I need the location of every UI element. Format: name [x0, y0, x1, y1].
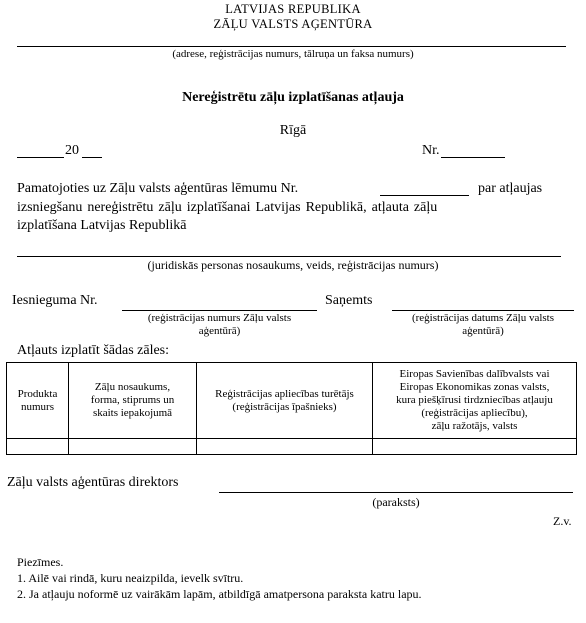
entity-caption: (juridiskās personas nosaukums, veids, reģistrācijas numurs): [147, 258, 439, 272]
header-product-number: Produkta numurs: [7, 363, 69, 439]
table-cell[interactable]: [7, 439, 69, 455]
table-cell[interactable]: [197, 439, 373, 455]
address-line: [17, 46, 566, 47]
application-number-line: [122, 310, 317, 311]
application-label: Iesnieguma Nr.: [12, 293, 98, 308]
body-line1-end: par atļaujas: [478, 181, 543, 196]
header-line2: ZĀĻU VALSTS AĢENTŪRA: [213, 17, 373, 31]
received-caption-1: (reģistrācijas datums Zāļu valsts: [411, 312, 555, 324]
director-label: Zāļu valsts aģentūras direktors: [7, 475, 179, 490]
medicines-table: [6, 362, 577, 455]
table-header-row: [7, 363, 577, 439]
body-line1: Pamatojoties uz Zāļu valsts aģentūras lēmumu Nr.: [17, 181, 299, 196]
decision-number-blank: [380, 195, 469, 196]
application-caption-1: (reģistrācijas numurs Zāļu valsts: [147, 312, 292, 324]
number-label: Nr.: [422, 143, 440, 158]
table-row: [7, 439, 577, 455]
note-item: 2. Ja atļauju noformē uz vairākām lapām, atbildīgā amatpersona paraksta katru lapu.: [17, 587, 422, 601]
header-line1: LATVIJAS REPUBLIKA: [225, 2, 361, 16]
received-label: Saņemts: [325, 293, 373, 308]
header-medicine-name: Zāļu nosaukums, forma, stiprums un skaits iepakojumā: [69, 363, 197, 439]
table-cell[interactable]: [373, 439, 577, 455]
header-registration-holder: Reģistrācijas apliecības turētājs (reģistrācijas īpašnieks): [197, 363, 373, 439]
body-line2: izsniegšanu nereģistrētu zāļu izplatīšanai Latvijas Republikā, atļauta zāļu: [17, 200, 438, 215]
city: Rīgā: [279, 123, 307, 138]
entity-line: [17, 256, 561, 257]
table-cell[interactable]: [69, 439, 197, 455]
date-year: 20: [65, 143, 79, 158]
number-blank: [441, 157, 505, 158]
body-line3: izplatīšana Latvijas Republikā: [17, 218, 187, 233]
stamp-label: Z.v.: [553, 514, 572, 528]
signature-caption: (paraksts): [372, 495, 420, 509]
note-item: 1. Ailē vai rindā, kuru neaizpilda, ievelk svītru.: [17, 571, 244, 585]
signature-line: [219, 492, 573, 493]
header-country-manufacturer: Eiropas Savienības dalībvalsts vai Eiropas Ekonomikas zonas valsts, kura piešķīrusi tirdzniecības atļauju (reģistrācijas apliecību), zāļu ražotājs, valsts: [373, 363, 577, 439]
application-caption-2: aģentūrā): [198, 325, 241, 337]
allowed-label: Atļauts izplatīt šādas zāles:: [17, 343, 170, 358]
received-date-line: [392, 310, 574, 311]
notes-title: Piezīmes.: [17, 555, 64, 569]
address-caption: (adrese, reģistrācijas numurs, tālruņa un faksa numurs): [172, 48, 414, 60]
date-blank-1: [17, 157, 64, 158]
document-title: Nereģistrētu zāļu izplatīšanas atļauja: [182, 90, 404, 105]
received-caption-2: aģentūrā): [462, 325, 504, 337]
date-blank-2: [82, 157, 102, 158]
